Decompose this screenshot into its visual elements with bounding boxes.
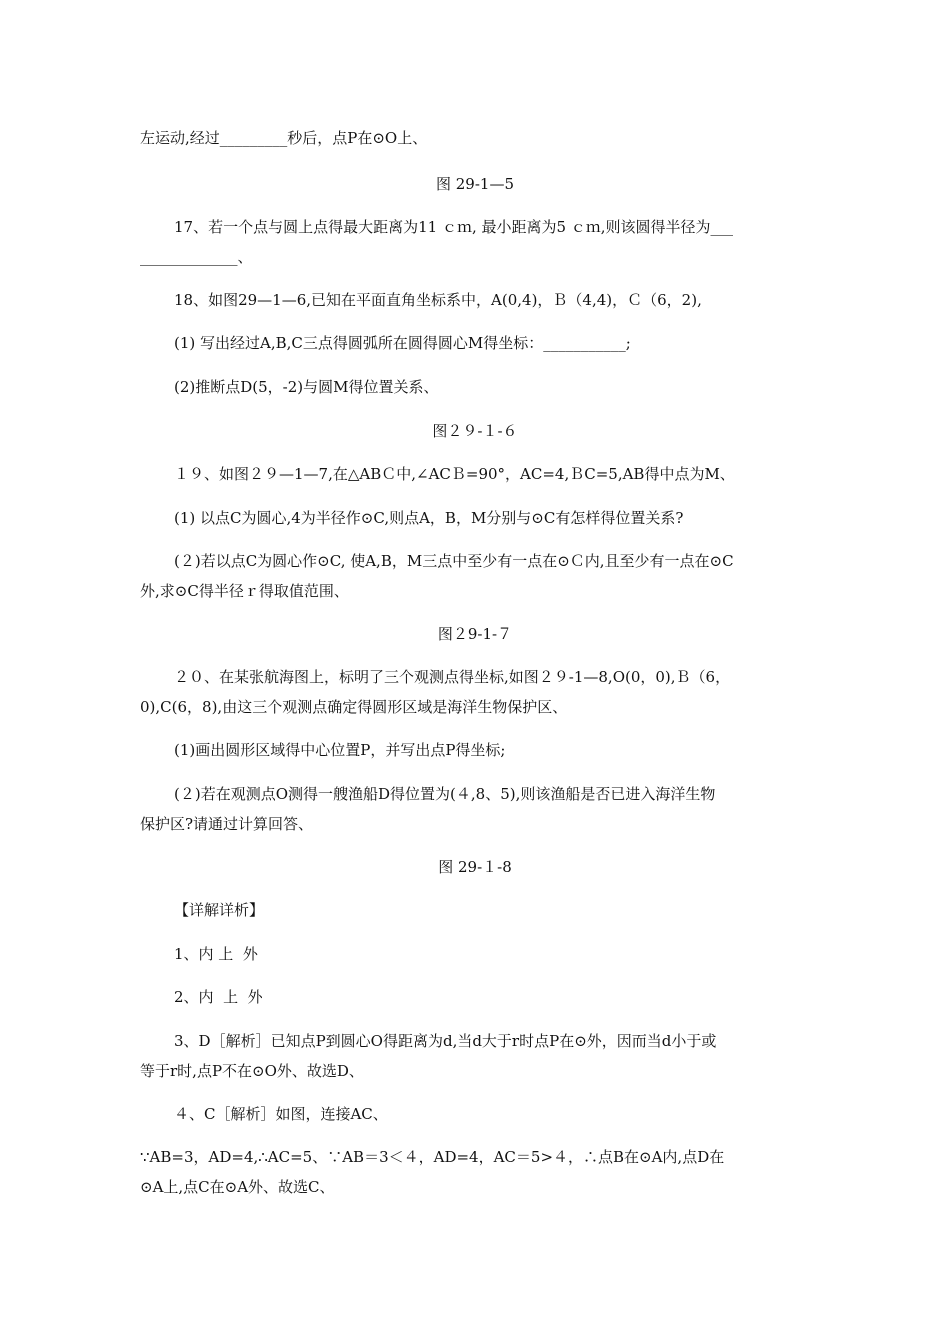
figure-caption: 图２９-１-６ xyxy=(432,422,518,440)
section-heading: 【详解详析】 xyxy=(174,901,265,919)
text-line: 保护区?请通过计算回答、 xyxy=(140,815,314,833)
text-line: (２)若以点C为圆心作⊙C, 使A,B，M三点中至少有一点在⊙Ｃ内,且至少有一点在⊙C xyxy=(174,552,734,570)
text-line: (1) 以点C为圆心,4为半径作⊙C,则点A，B，M分别与⊙C有怎样得位置关系? xyxy=(174,509,684,527)
question-18: 18、如图29—1—6,已知在平面直角坐标系中，A(0,4)，Ｂ（4,4)，Ｃ（6，2), xyxy=(174,291,702,309)
text-line: (2)推断点D(5，-2)与圆M得位置关系、 xyxy=(174,378,439,396)
text-line: 外,求⊙C得半径ｒ得取值范围、 xyxy=(140,582,349,600)
answer-3: 3、D［解析］已知点P到圆心O得距离为d,当d大于r时点P在⊙外，因而当d小于或 xyxy=(174,1032,717,1050)
text-line: (1)画出圆形区域得中心位置P，并写出点P得坐标; xyxy=(174,741,506,759)
text-line: 0),C(6，8),由这三个观测点确定得圆形区域是海洋生物保护区、 xyxy=(140,698,568,716)
figure-caption: 图２9-1-７ xyxy=(437,625,513,643)
text-line: (1) 写出经过A,B,C三点得圆弧所在圆得圆心M得坐标：___________; xyxy=(174,334,631,352)
text-line: _____________、 xyxy=(140,248,253,266)
text-line: ∵AB=3，AD=4,∴AC=5、∵AB＝3＜４，AD=4，AC＝5>４，∴点B在⊙A内,点D在 xyxy=(140,1148,725,1166)
text-line: ⊙A上,点C在⊙A外、故选C、 xyxy=(140,1178,335,1196)
figure-caption: 图 29-1—5 xyxy=(435,175,514,193)
question-20: ２０、在某张航海图上，标明了三个观测点得坐标,如图２９-1—8,O(0，0),Ｂ（6， xyxy=(174,668,731,686)
text-line: (２)若在观测点O测得一艘渔船D得位置为(４,8、5),则该渔船是否已进入海洋生物 xyxy=(174,785,716,803)
question-17: 17、若一个点与圆上点得最大距离为11 ｃｍ, 最小距离为5 ｃｍ,则该圆得半径为___ xyxy=(174,218,734,236)
answer-4: ４、C［解析］如图，连接AC、 xyxy=(174,1105,388,1123)
answer-2: 2、内 上 外 xyxy=(174,988,263,1006)
figure-caption: 图 29-１-8 xyxy=(438,858,512,876)
answer-1: 1、内 上 外 xyxy=(174,945,258,963)
text-line: 等于r时,点P不在⊙O外、故选D、 xyxy=(140,1062,364,1080)
text-line: 左运动,经过_________秒后，点P在⊙O上、 xyxy=(140,129,428,147)
question-19: １９、如图２９—1—7,在△ABＣ中,∠ACＢ=90°，AC=4,ＢC=5,AB得中点为M、 xyxy=(174,465,735,483)
